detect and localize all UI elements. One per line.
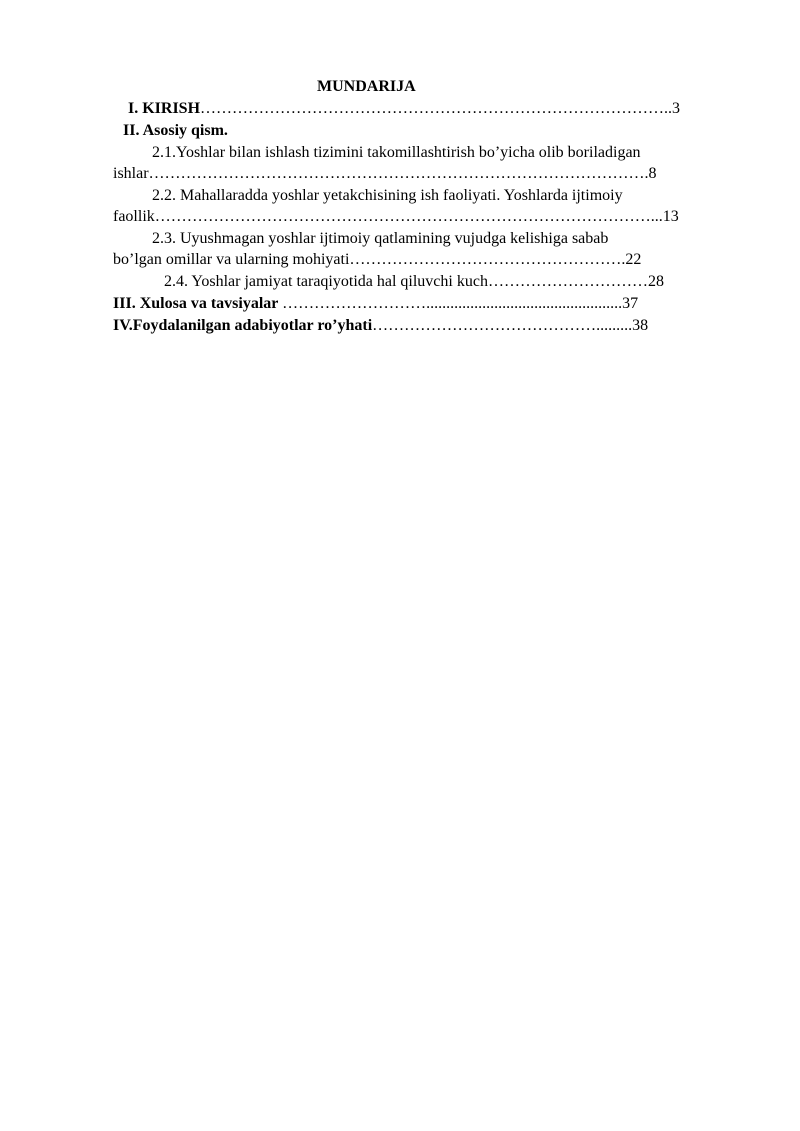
toc-page-number: 22 [625, 251, 642, 268]
toc-entry-label: ishlar…………………………………………………………………………………. [113, 165, 649, 182]
toc-entry-2-4 [164, 272, 664, 292]
toc-page-number: 28 [647, 273, 664, 290]
toc-entry-kirish [128, 99, 680, 119]
toc-page-number: 13 [662, 208, 679, 225]
toc-entry-label: I. KIRISH [128, 100, 201, 117]
toc-page-number: 37 [622, 295, 639, 312]
toc-title: MUNDARIJA [317, 78, 416, 95]
toc-entry-roman: III [113, 295, 132, 312]
toc-entry-2-3-line1: 2.3. Uyushmagan yoshlar ijtimoiy qatlamining vujudga kelishiga sabab [152, 230, 609, 247]
toc-page-number: 3 [672, 100, 681, 117]
toc-entry-label: 2.4. Yoshlar jamiyat taraqiyotida hal qiluvchi kuch [164, 273, 488, 290]
toc-page-number: 38 [632, 317, 649, 334]
toc-entry-label: IV.Foydalanilgan adabiyotlar ro’yhati [113, 317, 373, 334]
toc-entry-label: faollik…………………………………………………………………………………... [113, 208, 663, 225]
toc-page-number: 8 [648, 165, 657, 182]
toc-section-asosiy: II. Asosiy qism. [123, 122, 228, 139]
toc-entry-2-2-line1: 2.2. Mahallaradda yoshlar yetakchisining ish faoliyati. Yoshlarda ijtimoiy [152, 187, 623, 204]
toc-entry-2-3-line2 [113, 250, 641, 270]
toc-entry-label: . Xulosa va tavsiyalar [131, 295, 283, 312]
toc-leader-dots: ………………………................................................. [282, 295, 623, 312]
toc-entry-2-1-line1: 2.1.Yoshlar bilan ishlash tizimini takomillashtirish bo’yicha olib boriladigan [152, 144, 641, 161]
toc-entry-label: bo’lgan omillar va ularning mohiyati……………………………………………. [113, 251, 626, 268]
toc-leader-dots: ……………………………………......... [372, 317, 633, 334]
toc-entry-xulosa [113, 294, 638, 314]
toc-entry-2-1-line2 [113, 164, 657, 184]
toc-entry-adabiyot [113, 316, 648, 336]
toc-leader-dots: …………………………………………………………………………….. [200, 100, 673, 117]
toc-leader-dots: ………………………… [487, 273, 648, 290]
toc-entry-2-2-line2 [113, 207, 679, 227]
